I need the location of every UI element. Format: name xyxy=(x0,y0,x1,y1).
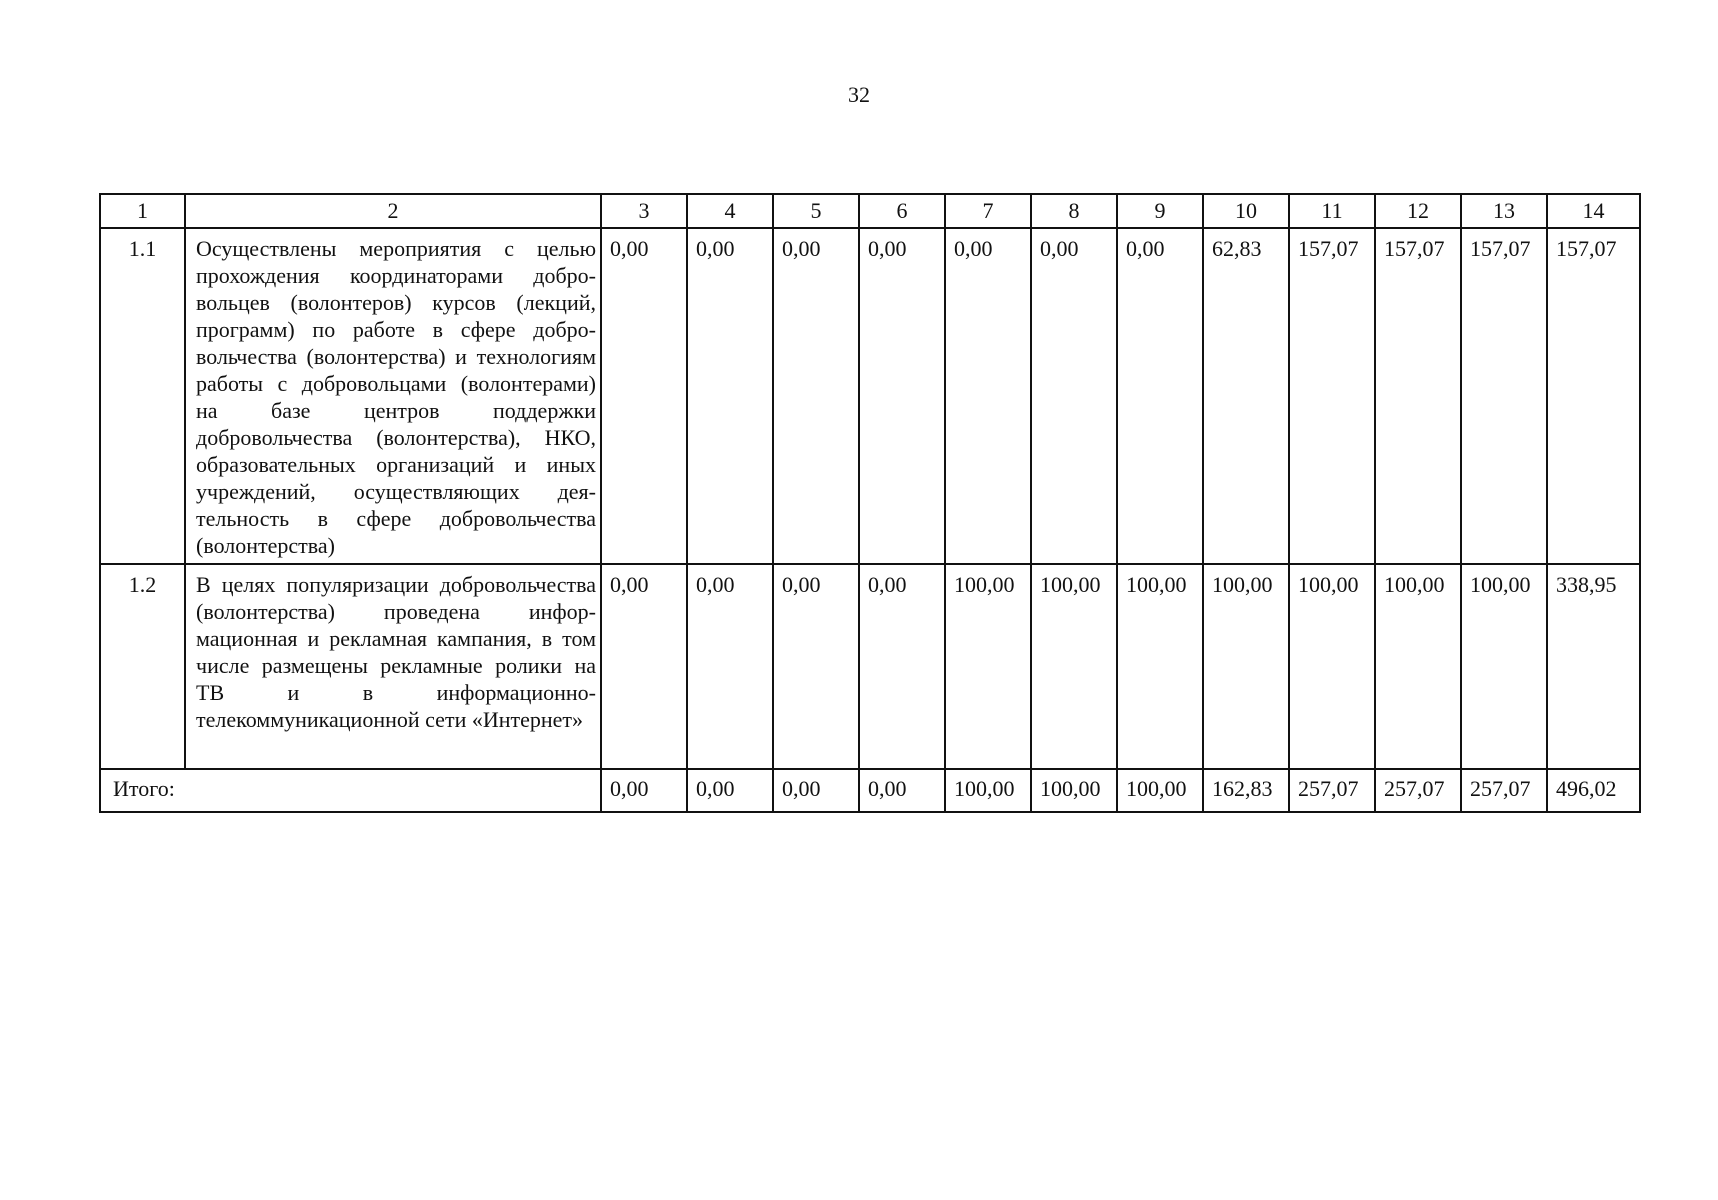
page-number: 32 xyxy=(848,82,870,107)
total-row xyxy=(100,769,1640,812)
column-header: 7 xyxy=(945,194,1031,228)
column-header: 14 xyxy=(1547,194,1640,228)
row-description: В целях популяризации добровольчества (волонтерства) проведена информационная и рекламная кампания, в том числе размещены рекламные ролики на ТВ и в информационно-телекоммуникационной сети «Интернет» xyxy=(185,564,601,769)
cell-value: 157,07 xyxy=(1375,228,1461,564)
cell-value: 100,00 xyxy=(1375,564,1461,769)
cell-value: 0,00 xyxy=(601,564,687,769)
column-header: 5 xyxy=(773,194,859,228)
cell-value: 0,00 xyxy=(773,564,859,769)
cell-value: 62,83 xyxy=(1203,228,1289,564)
cell-value: 157,07 xyxy=(1461,228,1547,564)
cell-value: 100,00 xyxy=(1031,564,1117,769)
total-value: 0,00 xyxy=(687,769,773,812)
cell-value: 0,00 xyxy=(859,228,945,564)
column-header: 8 xyxy=(1031,194,1117,228)
column-header: 1 xyxy=(100,194,185,228)
column-header: 4 xyxy=(687,194,773,228)
total-label: Итого: xyxy=(100,769,601,812)
table-header-row xyxy=(100,194,1640,228)
cell-value: 100,00 xyxy=(1117,564,1203,769)
cell-value: 100,00 xyxy=(1461,564,1547,769)
cell-value: 157,07 xyxy=(1547,228,1640,564)
cell-value: 100,00 xyxy=(945,564,1031,769)
cell-value: 157,07 xyxy=(1289,228,1375,564)
cell-value: 338,95 xyxy=(1547,564,1640,769)
cell-value: 0,00 xyxy=(1031,228,1117,564)
column-header: 12 xyxy=(1375,194,1461,228)
total-value: 0,00 xyxy=(773,769,859,812)
row-number: 1.2 xyxy=(100,564,185,769)
total-value: 100,00 xyxy=(1117,769,1203,812)
table-row xyxy=(100,564,1640,769)
total-value: 100,00 xyxy=(1031,769,1117,812)
row-number: 1.1 xyxy=(100,228,185,564)
table-row xyxy=(100,228,1640,564)
cell-value: 100,00 xyxy=(1203,564,1289,769)
cell-value: 100,00 xyxy=(1289,564,1375,769)
total-value: 162,83 xyxy=(1203,769,1289,812)
column-header: 9 xyxy=(1117,194,1203,228)
column-header: 3 xyxy=(601,194,687,228)
cell-value: 0,00 xyxy=(687,228,773,564)
cell-value: 0,00 xyxy=(945,228,1031,564)
row-description: Осуществлены мероприятия с целью прохождения координаторами добровольцев (волонтеров) курсов (лекций, программ) по работе в сфере добровольчества (волонтерства) и технологиям работы с добровольцами (волонтерами) на базе центров поддержки добровольчества (волонтерства), НКО, образовательных организаций и иных учреждений, осуществляющих деятельность в сфере добровольчества (волонтерства) xyxy=(185,228,601,564)
column-header: 11 xyxy=(1289,194,1375,228)
column-header: 13 xyxy=(1461,194,1547,228)
column-header: 6 xyxy=(859,194,945,228)
total-value: 0,00 xyxy=(859,769,945,812)
cell-value: 0,00 xyxy=(859,564,945,769)
total-value: 257,07 xyxy=(1289,769,1375,812)
total-value: 496,02 xyxy=(1547,769,1640,812)
cell-value: 0,00 xyxy=(773,228,859,564)
expenditure-table xyxy=(99,193,1641,813)
total-value: 100,00 xyxy=(945,769,1031,812)
cell-value: 0,00 xyxy=(1117,228,1203,564)
total-value: 0,00 xyxy=(601,769,687,812)
total-value: 257,07 xyxy=(1461,769,1547,812)
column-header: 10 xyxy=(1203,194,1289,228)
column-header: 2 xyxy=(185,194,601,228)
cell-value: 0,00 xyxy=(687,564,773,769)
total-value: 257,07 xyxy=(1375,769,1461,812)
cell-value: 0,00 xyxy=(601,228,687,564)
